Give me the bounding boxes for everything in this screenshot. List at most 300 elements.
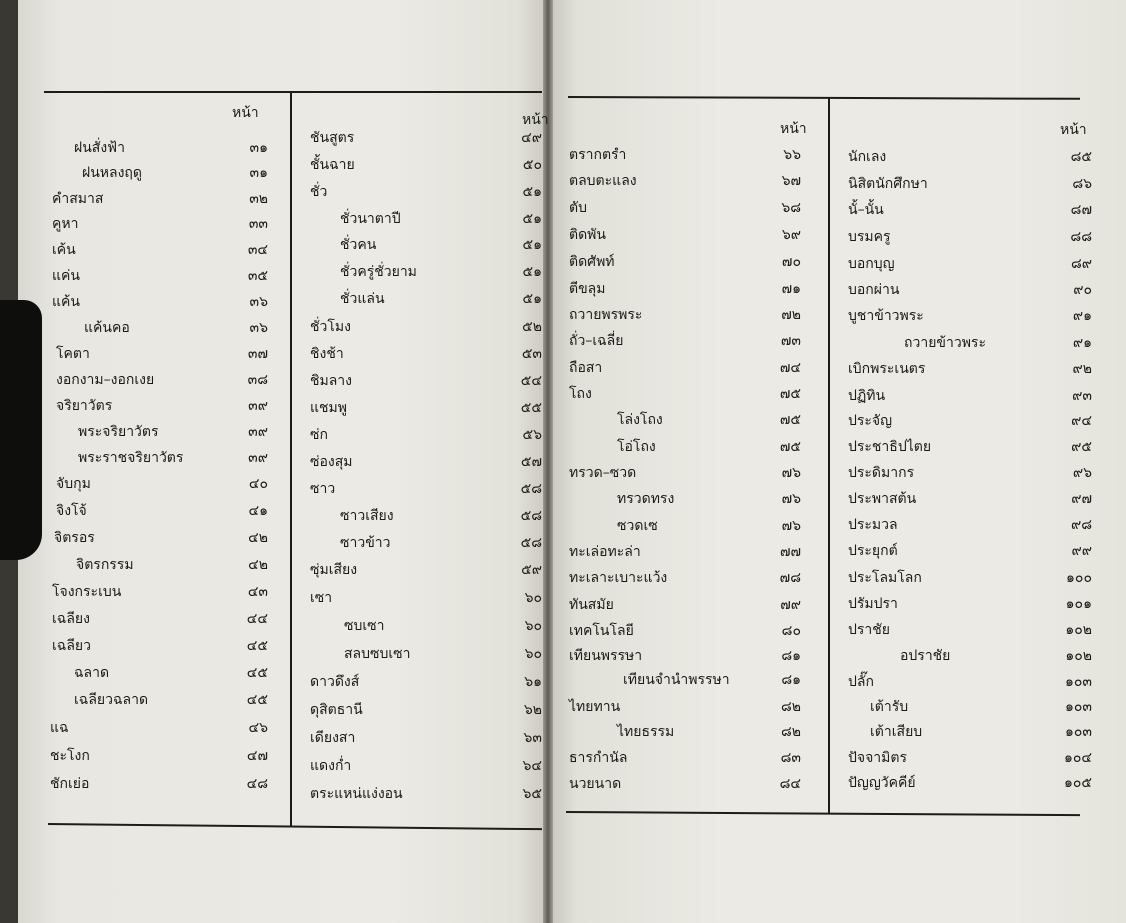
index-row xyxy=(848,568,1092,592)
index-term: ไทยธรรม xyxy=(617,724,675,740)
index-page-number: ๕๙ xyxy=(521,562,542,578)
index-term: ดุสิตธานี xyxy=(310,702,363,718)
index-term: โคตา xyxy=(56,346,90,362)
index-page-number: ๓๑ xyxy=(249,140,268,156)
index-page-number: ๕๑ xyxy=(522,184,542,200)
index-row xyxy=(848,646,1092,670)
index-row xyxy=(848,437,1092,461)
index-row xyxy=(848,773,1092,797)
index-term: พระจริยาวัตร xyxy=(78,424,159,440)
index-row xyxy=(569,489,801,513)
index-term: ถวายข้าวพระ xyxy=(904,335,986,351)
index-row xyxy=(848,174,1092,198)
index-term: ประจัญ xyxy=(848,413,893,429)
index-page-number: ๕๓ xyxy=(521,346,542,362)
index-term: เทียนพรรษา xyxy=(569,648,643,664)
index-row xyxy=(848,697,1092,721)
index-term: ทะเลาะเบาะแว้ง xyxy=(569,570,668,586)
left-table-top-rule xyxy=(44,91,542,93)
col2-page-header: หน้า xyxy=(522,112,549,128)
index-term: เฉลียวฉลาด xyxy=(74,692,149,708)
index-term: สลบซบเซา xyxy=(344,646,411,662)
index-row xyxy=(310,700,542,724)
index-row xyxy=(310,784,542,808)
index-term: โล่งโถง xyxy=(617,412,663,428)
index-term: ดาวดึงส์ xyxy=(310,674,360,690)
index-term: ตับ xyxy=(569,200,587,216)
index-page-number: ๕๑ xyxy=(522,291,542,307)
index-term: ชักเย่อ xyxy=(50,776,90,792)
index-page-number: ๘๑ xyxy=(781,672,801,688)
index-term: พระราชจริยาวัตร xyxy=(78,450,184,466)
index-page-number: ๕๑ xyxy=(522,264,542,280)
index-row xyxy=(569,646,801,670)
index-row xyxy=(310,588,542,612)
index-page-number: ๔๒ xyxy=(248,530,268,546)
index-page-number: ๑๐๓ xyxy=(1064,724,1092,740)
index-term: ซาวเสียง xyxy=(340,508,394,524)
index-row xyxy=(52,690,268,714)
index-row xyxy=(848,359,1092,383)
index-term: ทะเล่อทะล่า xyxy=(569,544,641,560)
index-row xyxy=(848,515,1092,539)
index-row xyxy=(310,672,542,696)
index-term: ถั่ว–เฉลี่ย xyxy=(569,333,624,349)
index-row xyxy=(848,386,1092,410)
index-page-number: ๖๙ xyxy=(781,227,801,243)
index-term: แดงก่ำ xyxy=(310,758,352,774)
index-row xyxy=(310,616,542,640)
index-term: ถือสา xyxy=(569,360,603,376)
index-row xyxy=(569,697,801,721)
index-row xyxy=(310,317,542,341)
index-term: ชันสูตร xyxy=(310,130,355,146)
index-term: ทันสมัย xyxy=(569,597,614,613)
index-page-number: ๓๔ xyxy=(247,242,268,258)
index-row xyxy=(310,371,542,395)
index-term: นักเลง xyxy=(848,149,887,165)
index-row xyxy=(569,595,801,619)
index-term: ฉลาด xyxy=(74,665,110,681)
index-row xyxy=(848,306,1092,330)
index-page-number: ๘๐ xyxy=(781,623,801,639)
index-term: ฝนสั่งฟ้า xyxy=(74,140,125,156)
index-row xyxy=(569,331,801,355)
index-page-number: ๖๑ xyxy=(524,674,542,690)
index-page-number: ๙๑ xyxy=(1072,308,1092,324)
index-row xyxy=(310,425,542,449)
index-term: นั้–นั้น xyxy=(848,202,884,218)
index-term: ซ่องสุม xyxy=(310,454,353,470)
index-page-number: ๗๖ xyxy=(781,518,801,534)
index-page-number: ๗๓ xyxy=(780,333,801,349)
index-page-number: ๔๒ xyxy=(248,557,268,573)
index-term: ทรวดทรง xyxy=(617,491,675,507)
index-term: เซา xyxy=(310,590,333,606)
index-page-number: ๙๘ xyxy=(1070,517,1092,533)
index-page-number: ๕๕ xyxy=(520,400,542,416)
col1-page-header: หน้า xyxy=(232,105,259,121)
index-page-number: ๗๖ xyxy=(781,491,801,507)
index-page-number: ๘๒ xyxy=(780,699,801,715)
index-page-number: ๓๖ xyxy=(249,320,268,336)
right-column-divider xyxy=(828,97,830,813)
index-page-number: ๖๗ xyxy=(781,173,801,189)
index-page-number: ๔๕ xyxy=(246,692,268,708)
index-row xyxy=(52,292,268,316)
index-page-number: ๙๓ xyxy=(1072,388,1092,404)
index-row xyxy=(310,182,542,206)
index-term: ติดพัน xyxy=(569,227,606,243)
index-row xyxy=(569,225,801,249)
index-term: เต้าเสียบ xyxy=(870,724,923,740)
index-term: ประชาธิปไตย xyxy=(848,439,932,455)
index-page-number: ๙๔ xyxy=(1071,413,1092,429)
index-term: ปลั๊ก xyxy=(848,674,874,690)
index-term: ติดศัพท์ xyxy=(569,254,615,270)
index-row xyxy=(848,541,1092,565)
index-page-number: ๕๘ xyxy=(520,508,542,524)
index-row xyxy=(310,128,542,152)
index-page-number: ๓๙ xyxy=(248,424,268,440)
index-term: เบิกพระเนตร xyxy=(848,361,926,377)
index-page-number: ๑๐๕ xyxy=(1063,775,1092,791)
index-row xyxy=(848,463,1092,487)
index-term: ชั่วแล่น xyxy=(340,291,385,307)
index-row xyxy=(848,254,1092,278)
index-page-number: ๗๐ xyxy=(781,254,801,270)
index-row xyxy=(569,358,801,382)
index-page-number: ๘๙ xyxy=(1070,256,1092,272)
index-row xyxy=(56,396,268,420)
index-term: แค่น xyxy=(52,268,80,284)
index-term: ชะโงก xyxy=(50,748,90,764)
index-term: ธารกำนัล xyxy=(569,750,628,766)
index-page-number: ๗๕ xyxy=(779,386,801,402)
index-term: เดียงสา xyxy=(310,730,356,746)
index-page-number: ๙๐ xyxy=(1073,282,1092,298)
index-term: คูหา xyxy=(52,216,79,232)
index-page-number: ๙๖ xyxy=(1072,465,1092,481)
index-row xyxy=(52,318,268,342)
index-term: ตลบตะแลง xyxy=(569,173,637,189)
index-row xyxy=(569,722,801,746)
index-term: แค้น xyxy=(52,294,80,310)
index-term: จริยาวัตร xyxy=(56,398,113,414)
index-page-number: ๗๕ xyxy=(779,439,801,455)
index-term: แฉ xyxy=(50,720,69,736)
index-term: จิงโจ้ xyxy=(56,503,87,519)
index-term: ชั่ว xyxy=(310,184,328,200)
index-term: ตีขลุม xyxy=(569,281,606,297)
index-page-number: ๖๘ xyxy=(781,200,801,216)
index-term: เค้น xyxy=(52,242,76,258)
index-term: นวยนาด xyxy=(569,776,622,792)
index-page-number: ๘๕ xyxy=(1070,149,1092,165)
index-page-number: ๑๐๑ xyxy=(1065,596,1092,612)
index-page-number: ๔๙ xyxy=(521,130,542,146)
index-page-number: ๕๘ xyxy=(520,535,542,551)
index-row xyxy=(569,670,801,694)
index-term: ปราชัย xyxy=(848,622,890,638)
index-row xyxy=(310,398,542,422)
index-row xyxy=(310,644,542,668)
index-row xyxy=(310,209,542,233)
index-row xyxy=(848,748,1092,772)
index-page-number: ๗๒ xyxy=(781,307,801,323)
index-row xyxy=(569,748,801,772)
index-row xyxy=(569,542,801,566)
col4-page-header: หน้า xyxy=(1060,122,1087,138)
index-page-number: ๕๔ xyxy=(520,373,542,389)
index-page-number: ๑๐๒ xyxy=(1065,622,1092,638)
index-row xyxy=(310,155,542,179)
index-term: ประโลมโลก xyxy=(848,570,922,586)
index-page-number: ๕๘ xyxy=(520,481,542,497)
index-row xyxy=(569,463,801,487)
index-term: ปัจจามิตร xyxy=(848,750,907,766)
index-term: ชั้นฉาย xyxy=(310,157,355,173)
index-page-number: ๕๑ xyxy=(522,237,542,253)
index-page-number: ๘๒ xyxy=(780,724,801,740)
index-row xyxy=(54,528,268,552)
index-page-number: ๑๐๐ xyxy=(1066,570,1092,586)
index-term: ซาว xyxy=(310,481,336,497)
index-page-number: ๖๓ xyxy=(523,730,542,746)
index-page-number: ๑๐๓ xyxy=(1064,674,1092,690)
index-term: โจงกระเบน xyxy=(52,584,122,600)
index-row xyxy=(569,305,801,329)
index-row xyxy=(310,756,542,780)
book-gutter xyxy=(543,0,553,923)
index-row xyxy=(74,163,268,187)
index-term: นิสิตนักศึกษา xyxy=(848,176,928,192)
index-page-number: ๔๗ xyxy=(246,748,268,764)
index-page-number: ๖๐ xyxy=(524,646,542,662)
index-page-number: ๕๑ xyxy=(522,211,542,227)
index-row xyxy=(848,200,1092,224)
index-row xyxy=(56,448,268,472)
index-row xyxy=(569,252,801,276)
page-edge-shadow xyxy=(0,300,42,560)
index-term: เทียนจำนำพรรษา xyxy=(623,672,730,688)
index-page-number: ๗๖ xyxy=(781,465,801,481)
index-row xyxy=(848,147,1092,171)
index-page-number: ๗๔ xyxy=(779,360,801,376)
index-term: เต้ารับ xyxy=(870,699,909,715)
index-page-number: ๗๗ xyxy=(779,544,801,560)
index-row xyxy=(52,663,268,687)
index-term: ซ่ก xyxy=(310,427,328,443)
index-term: เฉลียง xyxy=(52,611,90,627)
index-page-number: ๘๗ xyxy=(1070,202,1092,218)
index-row xyxy=(52,636,268,660)
index-row xyxy=(569,145,801,169)
index-term: ซาวข้าว xyxy=(340,535,391,551)
index-term: เทคโนโลยี xyxy=(569,623,634,639)
index-row xyxy=(310,506,542,530)
index-page-number: ๕๐ xyxy=(522,157,542,173)
index-row xyxy=(56,474,268,498)
index-page-number: ๔๖ xyxy=(248,720,268,736)
index-row xyxy=(569,171,801,195)
index-page-number: ๑๐๒ xyxy=(1065,648,1092,664)
index-term: ทรวด–ซวด xyxy=(569,465,637,481)
index-row xyxy=(50,746,268,770)
index-page-number: ๔๑ xyxy=(248,503,268,519)
index-row xyxy=(310,533,542,557)
index-page-number: ๑๐๓ xyxy=(1064,699,1092,715)
index-row xyxy=(848,280,1092,304)
index-row xyxy=(54,555,268,579)
index-term: บรมครู xyxy=(848,229,891,245)
index-row xyxy=(569,384,801,408)
index-row xyxy=(569,516,801,540)
index-term: เฉลียว xyxy=(52,638,91,654)
index-page-number: ๘๘ xyxy=(1070,229,1092,245)
index-row xyxy=(848,227,1092,251)
index-page-number: ๖๒ xyxy=(523,702,542,718)
index-page-number: ๓๓ xyxy=(248,216,268,232)
index-page-number: ๖๐ xyxy=(524,590,542,606)
index-page-number: ๖๔ xyxy=(522,758,542,774)
index-row xyxy=(848,672,1092,696)
index-term: ตระแหน่แง่งอน xyxy=(310,786,403,802)
index-page-number: ๙๒ xyxy=(1072,361,1092,377)
index-page-number: ๔๔ xyxy=(246,611,268,627)
index-page-number: ๖๖ xyxy=(783,147,801,163)
index-page-number: ๘๔ xyxy=(779,776,801,792)
index-term: ปรัมปรา xyxy=(848,596,898,612)
index-page-number: ๕๒ xyxy=(522,319,542,335)
index-page-number: ๓๕ xyxy=(247,268,268,284)
index-term: ชิงช้า xyxy=(310,346,344,362)
index-row xyxy=(52,609,268,633)
index-page-number: ๘๑ xyxy=(781,648,801,664)
index-row xyxy=(848,594,1092,618)
index-term: ชั่วโมง xyxy=(310,319,351,335)
index-term: ประดิมากร xyxy=(848,465,915,481)
index-page-number: ๔๓ xyxy=(247,584,268,600)
index-row xyxy=(52,214,268,238)
index-row xyxy=(848,333,1092,357)
index-term: ชิมลาง xyxy=(310,373,353,389)
index-row xyxy=(848,722,1092,746)
index-page-number: ๗๙ xyxy=(780,597,801,613)
index-page-number: ๙๙ xyxy=(1071,543,1092,559)
index-term: ปฏิทิน xyxy=(848,388,886,404)
index-row xyxy=(569,198,801,222)
index-term: จิตรอร xyxy=(54,530,95,546)
index-row xyxy=(52,266,268,290)
index-row xyxy=(310,289,542,313)
index-page-number: ๙๑ xyxy=(1072,335,1092,351)
index-page-number: ๙๕ xyxy=(1071,439,1092,455)
index-page-number: ๔๘ xyxy=(246,776,268,792)
col3-page-header: หน้า xyxy=(780,121,807,137)
index-page-number: ๓๖ xyxy=(249,294,268,310)
index-row xyxy=(569,437,801,461)
index-page-number: ๓๗ xyxy=(247,346,268,362)
index-term: ฝนหลงฤดู xyxy=(82,165,142,181)
index-term: ชั่วคน xyxy=(340,237,377,253)
index-page-number: ๘๖ xyxy=(1072,176,1092,192)
index-term: บอกผ่าน xyxy=(848,282,900,298)
left-column-divider xyxy=(290,92,292,826)
index-row xyxy=(56,370,268,394)
index-term: ตรากตรำ xyxy=(569,147,627,163)
index-page-number: ๓๙ xyxy=(248,398,268,414)
index-row xyxy=(310,452,542,476)
index-row xyxy=(569,568,801,592)
index-term: โถง xyxy=(569,386,592,402)
index-term: ไทยทาน xyxy=(569,699,621,715)
index-term: จิตรกรรม xyxy=(76,557,134,573)
index-row xyxy=(50,718,268,742)
index-term: ประพาสต้น xyxy=(848,491,917,507)
index-term: ซุ่มเสียง xyxy=(310,562,358,578)
index-page-number: ๕๖ xyxy=(522,427,542,443)
index-row xyxy=(52,189,268,213)
index-term: บอกบุญ xyxy=(848,256,895,272)
index-row xyxy=(56,501,268,525)
index-page-number: ๔๕ xyxy=(246,665,268,681)
index-page-number: ๕๗ xyxy=(520,454,542,470)
index-row xyxy=(569,621,801,645)
index-page-number: ๓๘ xyxy=(247,372,268,388)
index-row xyxy=(310,479,542,503)
index-row xyxy=(52,240,268,264)
index-term: ปัญญวัคคีย์ xyxy=(848,775,916,791)
index-row xyxy=(52,582,268,606)
index-row xyxy=(569,279,801,303)
index-term: จับกุม xyxy=(56,476,91,492)
index-page-number: ๓๙ xyxy=(248,450,268,466)
index-row xyxy=(310,560,542,584)
index-row xyxy=(310,344,542,368)
index-term: อปราชัย xyxy=(900,648,951,664)
index-page-number: ๖๕ xyxy=(522,786,542,802)
index-page-number: ๙๗ xyxy=(1071,491,1092,507)
index-row xyxy=(310,235,542,259)
index-page-number: ๖๐ xyxy=(524,618,542,634)
index-page-number: ๓๑ xyxy=(249,165,268,181)
index-page-number: ๔๕ xyxy=(246,638,268,654)
index-term: ถวายพรพระ xyxy=(569,307,643,323)
index-row xyxy=(569,410,801,434)
index-term: ชั่วครู่ชั่วยาม xyxy=(340,264,417,280)
index-page-number: ๗๑ xyxy=(781,281,801,297)
index-page-number: ๑๐๔ xyxy=(1063,750,1092,766)
index-term: คำสมาส xyxy=(52,191,104,207)
index-term: แค้นคอ xyxy=(84,320,130,336)
index-term: ซบเซา xyxy=(344,618,385,634)
index-term: แชมพู xyxy=(310,400,347,416)
index-term: งอกงาม–งอกเงย xyxy=(56,372,155,388)
index-term: ชั่วนาตาปี xyxy=(340,211,401,227)
index-row xyxy=(848,411,1092,435)
index-row xyxy=(310,262,542,286)
index-page-number: ๗๘ xyxy=(779,570,801,586)
index-row xyxy=(74,138,268,162)
index-page-number: ๔๐ xyxy=(248,476,268,492)
index-term: โอ่โถง xyxy=(617,439,656,455)
index-term: ซวดเซ xyxy=(617,518,658,534)
index-page-number: ๗๕ xyxy=(779,412,801,428)
index-row xyxy=(848,489,1092,513)
index-page-number: ๘๓ xyxy=(780,750,801,766)
index-term: ประยุกต์ xyxy=(848,543,898,559)
